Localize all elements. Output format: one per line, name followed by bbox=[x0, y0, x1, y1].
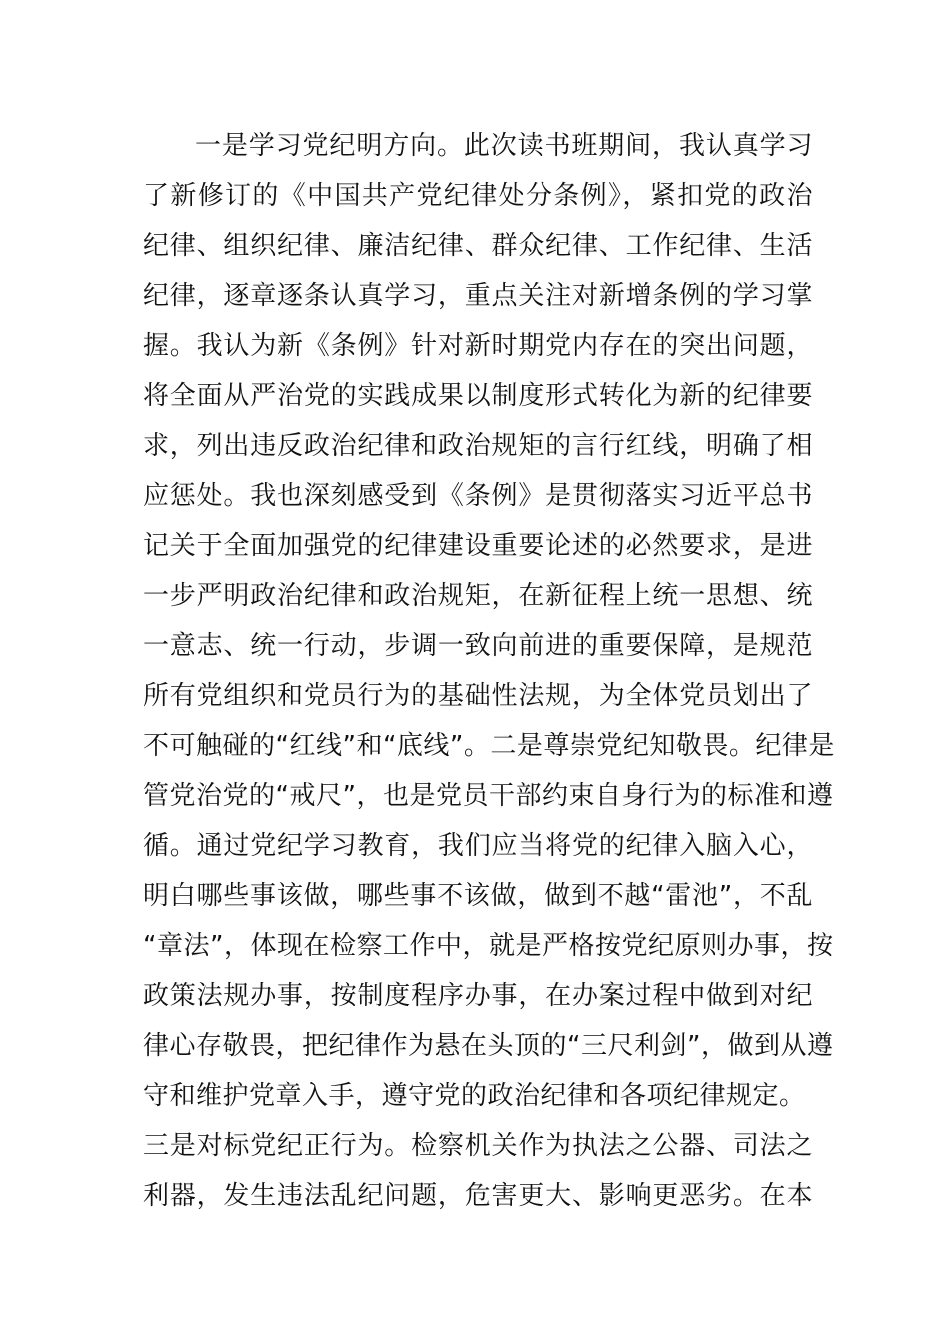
text-line: 守和维护党章入手，遵守党的政治纪律和各项纪律规定。 bbox=[143, 1081, 806, 1111]
text-line: 律心存敬畏，把纪律作为悬在头顶的“三尺利剑”，做到从遵 bbox=[143, 1031, 834, 1061]
text-line: 一步严明政治纪律和政治规矩，在新征程上统一思想、统 bbox=[143, 581, 813, 611]
text-line: 纪律、组织纪律、廉洁纪律、群众纪律、工作纪律、生活 bbox=[143, 231, 813, 261]
text-line: 利器，发生违法乱纪问题，危害更大、影响更恶劣。在本 bbox=[143, 1181, 813, 1211]
text-line: 应惩处。我也深刻感受到《条例》是贯彻落实习近平总书 bbox=[143, 481, 813, 511]
text-line: 管党治党的“戒尺”，也是党员干部约束自身行为的标准和遵 bbox=[143, 781, 834, 811]
text-line: 一意志、统一行动，步调一致向前进的重要保障，是规范 bbox=[143, 631, 813, 661]
text-line: 循。通过党纪学习教育，我们应当将党的纪律入脑入心， bbox=[143, 831, 813, 861]
text-line: 三是对标党纪正行为。检察机关作为执法之公器、司法之 bbox=[143, 1131, 813, 1161]
text-line: 记关于全面加强党的纪律建设重要论述的必然要求，是进 bbox=[143, 531, 813, 561]
text-line: 求，列出违反政治纪律和政治规矩的言行红线，明确了相 bbox=[143, 431, 813, 461]
text-line: 所有党组织和党员行为的基础性法规，为全体党员划出了 bbox=[143, 681, 813, 711]
body-text bbox=[143, 121, 835, 1221]
text-line: 一是学习党纪明方向。此次读书班期间，我认真学习 bbox=[195, 131, 813, 161]
text-line: 握。我认为新《条例》针对新时期党内存在的突出问题， bbox=[143, 331, 813, 361]
text-line: “章法”，体现在检察工作中，就是严格按党纪原则办事，按 bbox=[143, 931, 834, 961]
text-line: 纪律，逐章逐条认真学习，重点关注对新增条例的学习掌 bbox=[143, 281, 813, 311]
text-line: 明白哪些事该做，哪些事不该做，做到不越“雷池”，不乱 bbox=[143, 881, 813, 911]
text-line: 了新修订的《中国共产党纪律处分条例》，紧扣党的政治 bbox=[143, 181, 813, 211]
text-line: 不可触碰的“红线”和“底线”。二是尊崇党纪知敬畏。纪律是 bbox=[143, 731, 835, 761]
text-line: 将全面从严治党的实践成果以制度形式转化为新的纪律要 bbox=[143, 381, 813, 411]
text-line: 政策法规办事，按制度程序办事，在办案过程中做到对纪 bbox=[143, 981, 813, 1011]
